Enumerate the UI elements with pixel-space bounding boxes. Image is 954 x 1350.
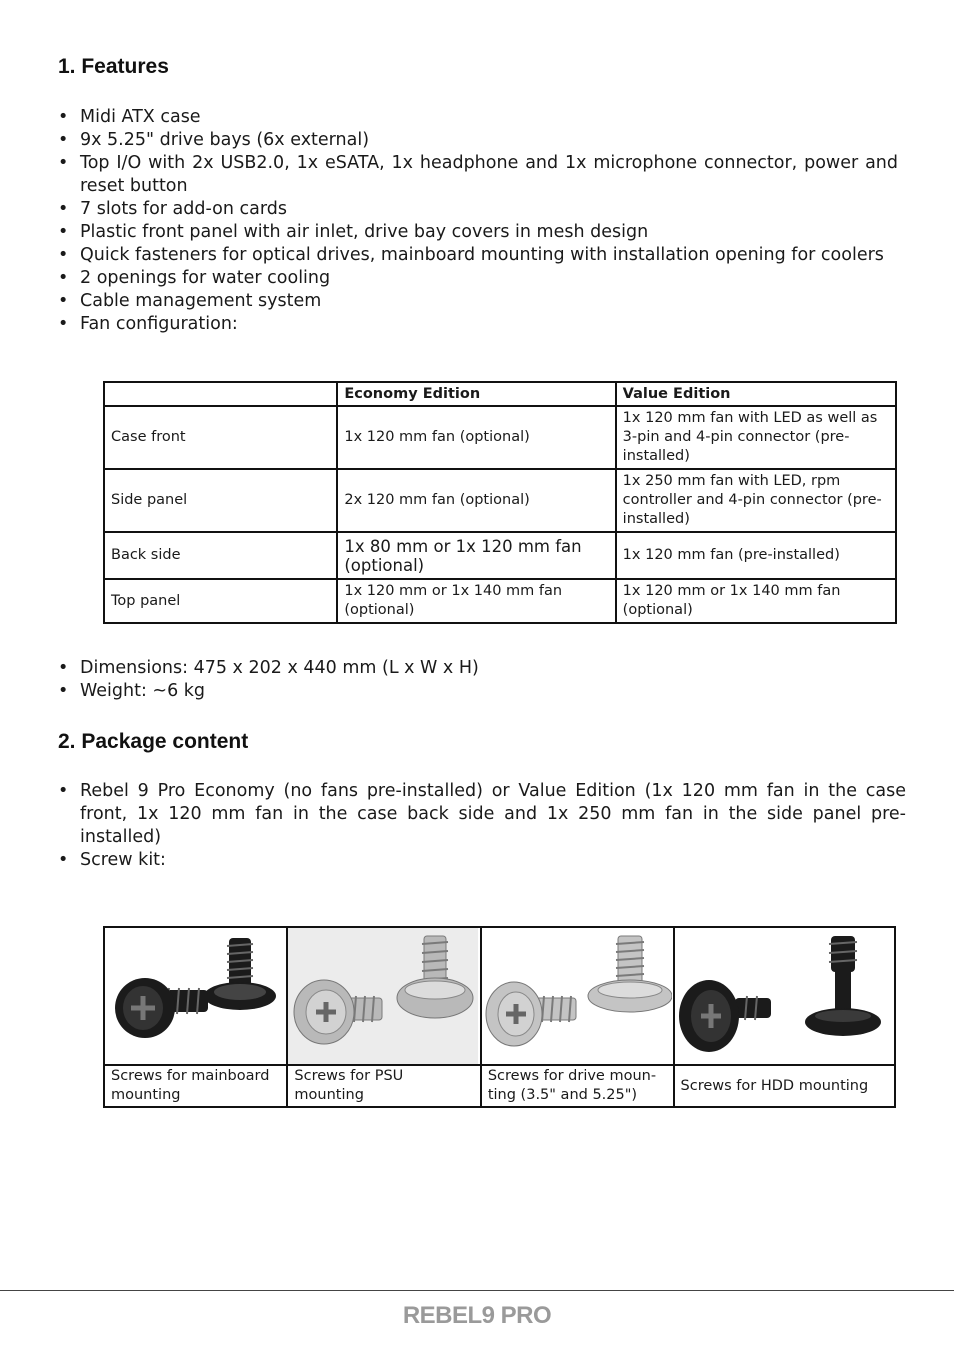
- features-heading: 1. Features: [58, 55, 169, 78]
- screw-image-cell: [481, 927, 674, 1065]
- features-list: [58, 106, 898, 336]
- table-cell: 2x 120 mm fan (optional): [337, 469, 615, 532]
- screw-caption: Screws for PSU mounting: [287, 1065, 480, 1107]
- table-cell: 1x 120 mm or 1x 140 mm fan (optional): [616, 579, 896, 623]
- table-cell: 1x 120 mm or 1x 140 mm fan (optional): [337, 579, 615, 623]
- list-item: • Fan configuration:: [58, 313, 898, 336]
- screw-image-cell: [104, 927, 287, 1065]
- list-item: • 7 slots for add-on cards: [58, 198, 898, 221]
- list-item: • Midi ATX case: [58, 106, 898, 129]
- table-header-cell: Economy Edition: [337, 382, 615, 406]
- table-cell: 1x 80 mm or 1x 120 mm fan (optional): [337, 532, 615, 579]
- table-cell: 1x 120 mm fan (optional): [337, 406, 615, 469]
- screw-caption: Screws for drive moun-ting (3.5" and 5.25"): [481, 1065, 674, 1107]
- black-mainboard-screws-icon: [105, 928, 285, 1064]
- screw-image-row: [104, 927, 895, 1065]
- screw-caption: Screws for mainboard mounting: [104, 1065, 287, 1107]
- list-item: • Top I/O with 2x USB2.0, 1x eSATA, 1x headphone and 1x microphone connector, power and reset button: [58, 152, 898, 198]
- list-item: • Cable management system: [58, 290, 898, 313]
- list-item: • 9x 5.25" drive bays (6x external): [58, 129, 898, 152]
- table-row: [104, 406, 896, 469]
- table-cell: Case front: [104, 406, 337, 469]
- screw-image-cell: [287, 927, 480, 1065]
- package-heading: 2. Package content: [58, 730, 249, 753]
- table-header-cell: Value Edition: [616, 382, 896, 406]
- list-item: • Dimensions: 475 x 202 x 440 mm (L x W x H): [58, 657, 898, 680]
- table-row: [104, 579, 896, 623]
- silver-psu-screws-icon: [288, 928, 478, 1064]
- table-cell: 1x 250 mm fan with LED, rpm controller and 4-pin connector (pre-installed): [616, 469, 896, 532]
- footer-divider: [0, 1290, 954, 1291]
- list-item: • Weight: ~6 kg: [58, 680, 898, 703]
- list-item: • Plastic front panel with air inlet, drive bay covers in mesh design: [58, 221, 898, 244]
- table-cell: Side panel: [104, 469, 337, 532]
- screw-kit-table: [103, 926, 896, 1108]
- table-row: [104, 532, 896, 579]
- list-item: • Screw kit:: [58, 849, 906, 872]
- table-cell: 1x 120 mm fan (pre-installed): [616, 532, 896, 579]
- screw-caption: Screws for HDD mounting: [674, 1065, 895, 1107]
- table-header-cell: [104, 382, 337, 406]
- list-item: • Quick fasteners for optical drives, mainboard mounting with installation opening for coolers: [58, 244, 898, 267]
- package-list: [58, 780, 906, 872]
- table-cell: Top panel: [104, 579, 337, 623]
- list-item: • Rebel 9 Pro Economy (no fans pre-installed) or Value Edition (1x 120 mm fan in the case front, 1x 120 mm fan in the case back side and 1x 250 mm fan in the side panel pre-installed): [58, 780, 906, 849]
- list-item: • 2 openings for water cooling: [58, 267, 898, 290]
- table-row: [104, 469, 896, 532]
- silver-drive-screws-icon: [482, 928, 672, 1064]
- table-cell: 1x 120 mm fan with LED as well as 3-pin and 4-pin connector (pre-installed): [616, 406, 896, 469]
- black-hdd-screws-icon: [675, 928, 893, 1064]
- screw-image-cell: [674, 927, 895, 1065]
- footer-brand-logo: REBEL9 PRO: [402, 1302, 552, 1329]
- fan-configuration-table: [103, 381, 897, 624]
- screw-caption-row: [104, 1065, 895, 1107]
- specs-list: [58, 657, 898, 703]
- table-header-row: [104, 382, 896, 406]
- table-cell: Back side: [104, 532, 337, 579]
